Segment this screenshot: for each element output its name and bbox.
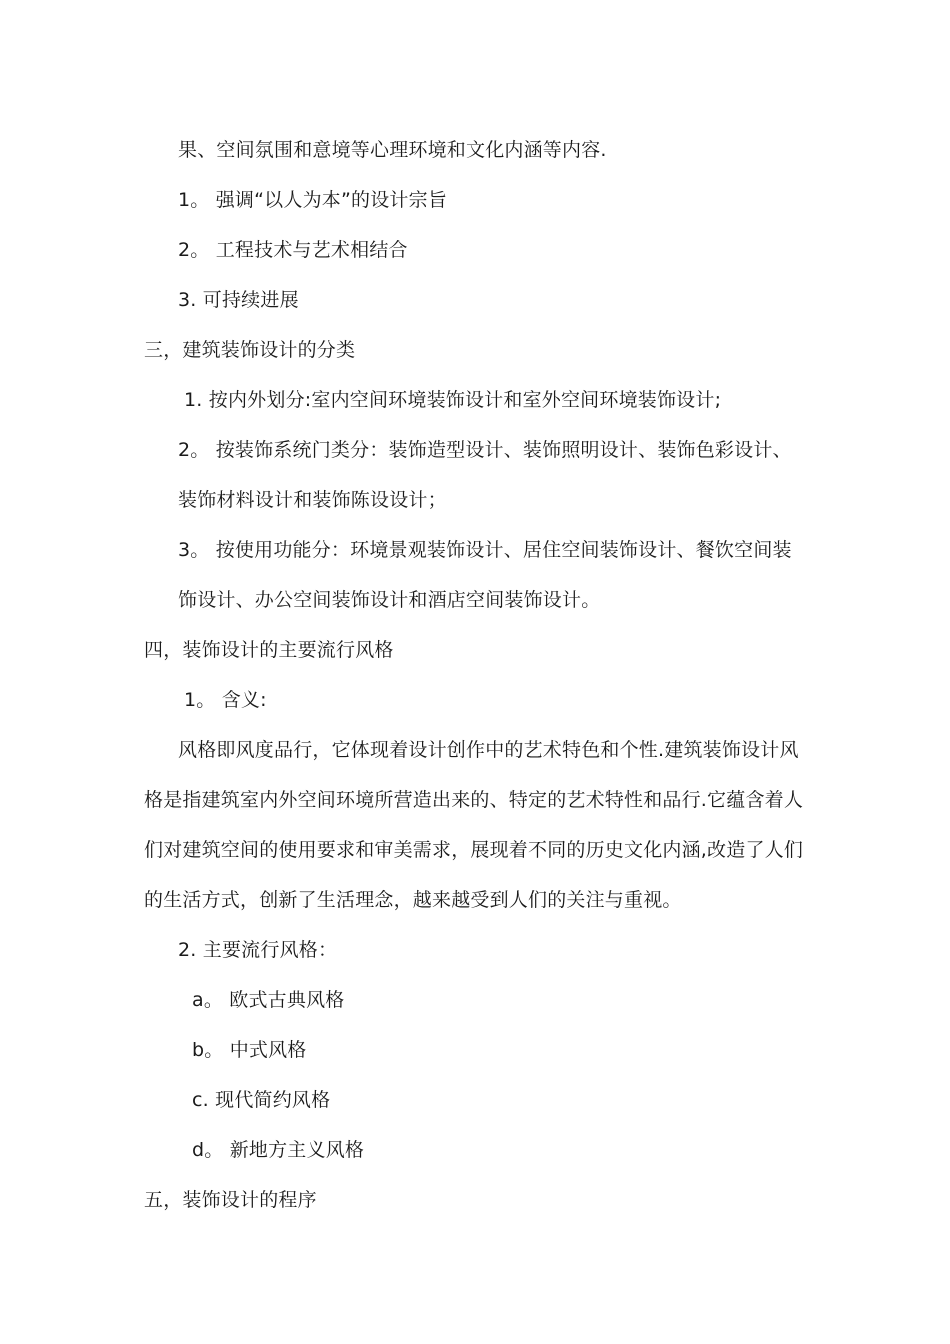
list-item: d。 新地方主义风格 — [192, 1139, 365, 1161]
paragraph-line: 的生活方式，创新了生活理念，越来越受到人们的关注与重视。 — [144, 889, 682, 911]
list-item: 2。 按装饰系统门类分：装饰造型设计、装饰照明设计、装饰色彩设计、 — [178, 439, 792, 461]
section-heading: 五，装饰设计的程序 — [144, 1189, 317, 1211]
list-item: 2。 工程技术与艺术相结合 — [178, 239, 408, 261]
paragraph-line: 格是指建筑室内外空间环境所营造出来的、特定的艺术特性和品行.它蕴含着人 — [144, 789, 804, 811]
list-item: 1。 强调“以人为本”的设计宗旨 — [178, 189, 448, 211]
list-item: 3。 按使用功能分：环境景观装饰设计、居住空间装饰设计、餐饮空间装 — [178, 539, 792, 561]
paragraph-line: 们对建筑空间的使用要求和审美需求，展现着不同的历史文化内涵,改造了人们 — [144, 839, 804, 861]
paragraph-line: 风格即风度品行，它体现着设计创作中的艺术特色和个性.建筑装饰设计风 — [178, 739, 799, 761]
list-item: a。 欧式古典风格 — [192, 989, 345, 1011]
list-item: 3. 可持续进展 — [178, 289, 299, 311]
text-line: 装饰材料设计和装饰陈设设计； — [178, 489, 447, 511]
list-item: 1。 含义: — [184, 689, 267, 711]
list-item: c. 现代简约风格 — [192, 1089, 331, 1111]
text-line: 饰设计、办公空间装饰设计和酒店空间装饰设计。 — [178, 589, 601, 611]
section-heading: 四，装饰设计的主要流行风格 — [144, 639, 394, 661]
text-line: 果、空间氛围和意境等心理环境和文化内涵等内容. — [178, 139, 607, 161]
list-item: b。 中式风格 — [192, 1039, 307, 1061]
list-item: 1. 按内外划分:室内空间环境装饰设计和室外空间环境装饰设计; — [184, 389, 722, 411]
list-item: 2. 主要流行风格： — [178, 939, 338, 961]
section-heading: 三，建筑装饰设计的分类 — [144, 339, 356, 361]
